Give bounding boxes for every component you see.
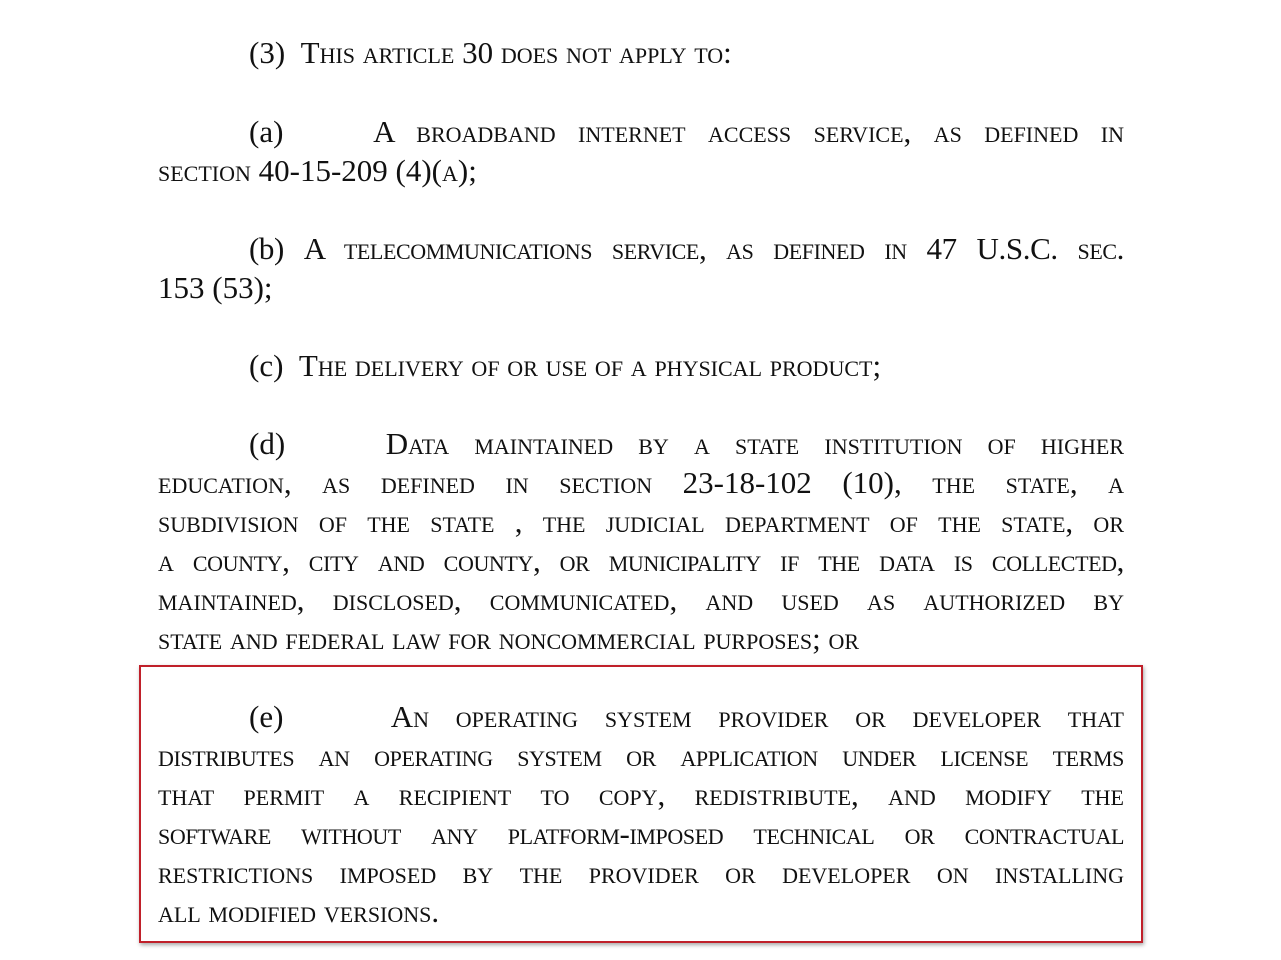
clause-d (158, 424, 1124, 658)
clause-e (158, 697, 1124, 931)
clause-line: restrictions imposed by the provider or developer on installing (158, 855, 1124, 890)
clause-label: (d) (249, 426, 286, 461)
clause-line: The delivery of or use of a physical product; (298, 348, 882, 383)
clause-line: that permit a recipient to copy, redistribute, and modify the (158, 777, 1124, 812)
clause-label: (a) (249, 114, 284, 149)
clause-line: software without any platform-imposed technical or contractual (158, 816, 1124, 851)
paragraph-number: (3) (249, 35, 286, 70)
clause-line: subdivision of the state , the judicial department of the state, or (158, 504, 1124, 539)
clause-line: maintained, disclosed, communicated, and used as authorized by (158, 582, 1124, 617)
clause-line: section 40-15-209 (4)(a); (158, 153, 477, 188)
clause-c (158, 346, 1124, 385)
clause-b (158, 229, 1124, 307)
paragraph-3 (158, 33, 1124, 72)
clause-line: A broadband internet access service, as defined in (373, 114, 1124, 149)
clause-line: An operating system provider or developer that (390, 699, 1124, 734)
clause-line: Data maintained by a state institution of higher (385, 426, 1124, 461)
clause-line: A telecommunications service, as defined in 47 U.S.C. sec. (303, 231, 1124, 266)
clause-line: distributes an operating system or application under license terms (158, 738, 1124, 773)
clause-label: (b) (249, 231, 284, 266)
clause-line: 153 (53); (158, 270, 273, 305)
paragraph-text: This article 30 does not apply to: (300, 35, 732, 70)
clause-line: all modified versions. (158, 894, 440, 929)
clause-line: a county, city and county, or municipality if the data is collected, (158, 543, 1124, 578)
clause-label: (c) (249, 348, 284, 383)
clause-line: state and federal law for noncommercial purposes; or (158, 621, 860, 656)
clause-label: (e) (249, 699, 284, 734)
clause-a (158, 112, 1124, 190)
clause-line: education, as defined in section 23-18-102 (10), the state, a (158, 465, 1124, 500)
